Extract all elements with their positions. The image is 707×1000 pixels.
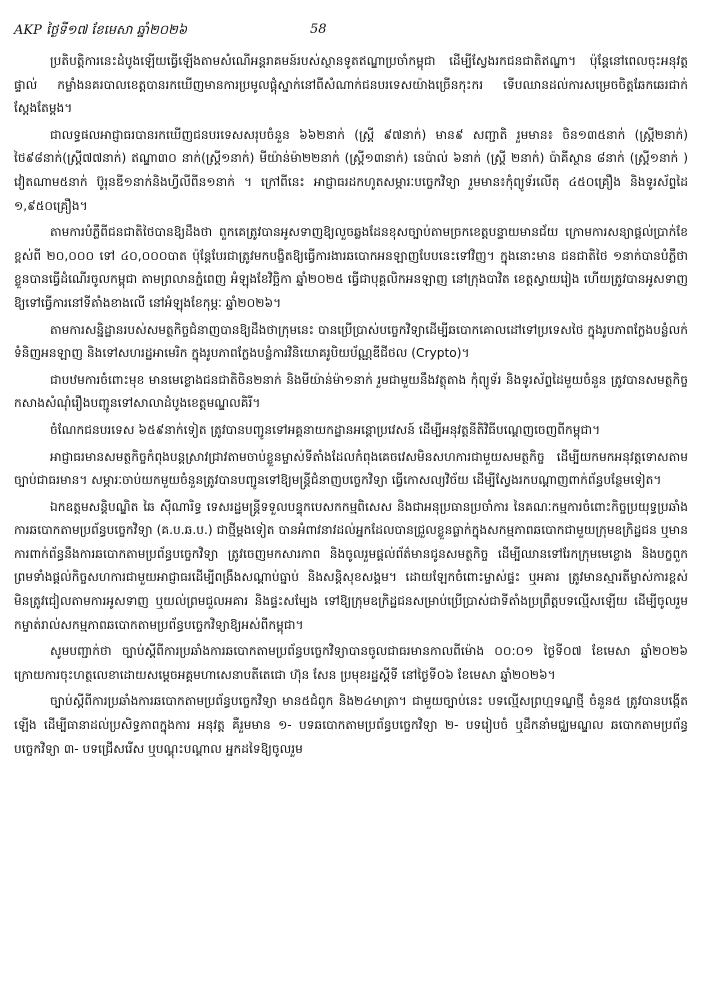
paragraph-3: តាមការបំភ្លឺពីជនជាតិថៃបានឱ្យដឹងថា ពួកគេត្រូវបានអូសទាញឱ្យលួចឆ្លងដែនខុសច្បាប់តាមច្រកខេត្តបន្ទាយមានជ័យ ក្រោមការសន្យាផ្តល់ប្រាក់ខែខ្ពស់ពី ២០,០០០ ទៅ ៤០,០០០បាត ប៉ុន្តែបែរជាត្រូវមកបង្ខិតឱ្យធ្វើការងារឆបោកអនឡាញបែបនេះទៅវិញ។ ក្នុងនោះមាន ជនជាតិថៃ ១នាក់បានបំភ្លឺថាខ្លួនបានធ្វើដំណើរចូលកម្ពុជា តាមព្រលានភ្នំពេញ អំឡុងខែវិច្ឆិកា ឆ្នាំ២០២៥ ធ្វើជាបុគ្គលិកអនឡាញ នៅក្រុងបាវិត ខេត្តស្វាយរៀង ហើយត្រូវបានអូសទាញឱ្យទៅធ្វើការនៅទីតាំងខាងលើ នៅអំឡុងខែកុម្ភៈ ឆ្នាំ២០២៦។ [14,225,688,310]
paragraph-9: សូមបញ្ជាក់ថា ច្បាប់ស្តីពីការប្រឆាំងការឆបោកតាមប្រព័ន្ធបច្ចេកវិទ្យាបានចូលជាធរមានកាលពីម៉ោង ០០:០១ ថ្ងៃទី០៧ ខែមេសា ឆ្នាំ២០២៦ ក្រោយការចុះហត្ថលេខាដោយសម្តេចអគ្គមហាសេនាបតីតេជោ ហ៊ុន សែន ប្រមុខរដ្ឋស្តីទី នៅថ្ងៃទី០៦ ខែមេសា ឆ្នាំ២០២៦។ [14,644,688,682]
paragraph-1: ប្រតិបត្តិការនេះដំបូងឡើយធ្វើឡើងតាមសំណើអន្តរាគមន៍របស់ស្ថានទូតឥណ្ឌាប្រចាំកម្ពុជា ដើម្បីស្វែងរកជនជាតិឥណ្ឌា។ ប៉ុន្តែនៅពេលចុះអនុវត្តផ្ទាល់ កម្លាំងនគរបាលខេត្តបានរកឃើញមានការប្រមូលផ្តុំស្នាក់នៅពីសំណាក់ជនបរទេសយ៉ាងច្រើនកុះករ ទើបឈានដល់ការសម្រេចចិត្តឆែកឆេរជាក់ស្តែងតែម្តង។ [14,54,688,116]
header-publication-date: AKP ថ្ងៃទី១៧ ខែមេសា ឆ្នាំ២០២៦ [14,23,188,38]
paragraph-7: អាជ្ញាធរមានសមត្ថកិច្ចកំពុងបន្តស្រាវជ្រាវតាមចាប់ខ្លួនម្ចាស់ទីតាំងដែលកំពុងគេចវេសមិនសហការជាមួយសមត្ថកិច្ច ដើម្បីយកមកអនុវត្តទោសតាមច្បាប់ជាធរមាន។ សម្ភារៈចាប់យកមួយចំនួនត្រូវបានបញ្ជូនទៅឱ្យមន្ត្រីជំនាញបច្ចេកវិទ្យា ធ្វើកោសល្យវិច័យ ដើម្បីស្វែងរកបណ្តាញពាក់ព័ន្ធបន្ថែមទៀត។ [14,449,688,488]
paragraph-10: ច្បាប់ស្តីពីការប្រឆាំងការឆបោកតាមប្រព័ន្ធបច្ចេកវិទ្យា មាន៥ជំពូក និង២៤មាត្រា។ ជាមួយច្បាប់នេះ បទល្មើសព្រហ្មទណ្ឌថ្មី ចំនួន៥ ត្រូវបានបង្កើតឡើង ដើម្បីធានាដល់ប្រសិទ្ធភាពក្នុងការ អនុវត្ត គឺរួមមាន ១- បទឆបោកតាមប្រព័ន្ធបច្ចេកវិទ្យា ២- បទរៀបចំ ឬដឹកនាំមជ្ឈមណ្ឌល ឆបោកតាមប្រព័ន្ធបច្ចេកវិទ្យា ៣- បទជ្រើសរើស ឬបណ្តុះបណ្តាល អ្នកដទៃឱ្យចូលរួម [14,694,688,756]
paragraph-8: ឯកឧត្តមសន្តិបណ្ឌិត ឆៃ ស៊ីណារិទ្ធ ទេសរដ្ឋមន្ត្រីទទួលបន្ទុកបេសកកម្មពិសេស និងជាអនុប្រធានប្រចាំការ នៃគណៈកម្មការចំពោះកិច្ចប្រយុទ្ធប្រឆាំង ការឆបោកតាមប្រព័ន្ធបច្ចេកវិទ្យា (គ.ប.ឆ.ប.) ជាថ្មីម្តងទៀត បានអំពាវនាវដល់អ្នកដែលបានជ្រួលខ្លួនធ្លាក់ក្នុងសកម្មភាពឆបោកជាមួយក្រុមឧក្រិដ្ឋជន ឬមានការពាក់ព័ន្ធនឹងការឆបោកតាមប្រព័ន្ធបច្ចេកវិទ្យា ត្រូវចេញមកសារភាព និងចូលរួមផ្តល់ព័ត៌មានជូនសមត្ថកិច្ច ដើម្បីឈានទៅរែកក្រុមមេខ្លោង និងបក្ខពួក ព្រមទាំងផ្តល់កិច្ចសហការជាមួយអាជ្ញាធរដើម្បីពង្រឹងសណ្តាប់ធ្នាប់ និងសន្តិសុខសង្គម។ ដោយឡែកចំពោះម្ចាស់ផ្ទះ ឬអគារ ត្រូវមានស្មារតីម្ចាស់ការខ្ពស់ មិនត្រូវជៀលតាមការអូសទាញ ឬយល់ព្រមជួលអគារ និងផ្ទះសម្បែង ទៅឱ្យក្រុមឧក្រិដ្ឋជនសម្រាប់ប្រើប្រាស់ជាទីតាំងប្រព្រឹត្តបទល្មើសឡើយ ដើម្បីចូលរួមកម្ចាត់រាល់សកម្មភាពឆបោកតាមប្រព័ន្ធបច្ចេកវិទ្យាឱ្យអស់ពីកម្ពុជា។ [14,499,688,632]
paragraph-6: ចំណែកជនបរទេស ៦៥៩នាក់ទៀត ត្រូវបានបញ្ជូនទៅអគ្គនាយកដ្ឋានអន្តោប្រវេសន៍ ដើម្បីអនុវត្តនីតិវិធីបណ្តេញចេញពីកម្ពុជា។ [50,422,601,437]
page-header [14,22,674,44]
paragraph-2: ជាលទ្ធផលអាជ្ញាធរបានរកឃើញជនបរទេសសរុបចំនួន ៦៦២នាក់ (ស្ត្រី ៩៧នាក់) មាន៩ សញ្ជាតិ រួមមាន៖ ចិន១៣៥នាក់ (ស្ត្រី២នាក់) ថៃ៩៨នាក់(ស្ត្រី៧៧នាក់) ឥណ្ឌា៣០ នាក់(ស្ត្រី១នាក់) មីយ៉ាន់ម៉ា២២នាក់ (ស្ត្រី១៣នាក់) នេប៉ាល់ ៦នាក់ (ស្ត្រី ២នាក់) ប៉ាគីស្ថាន ៨នាក់ (ស្ត្រី១នាក់ ) វៀតណាម៥នាក់ ប៊ូរុនឌី១នាក់និងហ្វីលីពីន១នាក់ ។ ក្រៅពីនេះ អាជ្ញាធរដកហូតសម្ភារៈបច្ចេកវិទ្យា រួមមាន៖កុំព្យូទ័រលើតុ ៤៥០គ្រឿង និងទូរស័ព្ទដៃ ១,៩៥០គ្រឿង។ [14,127,688,213]
paragraph-4: តាមការសន្និដ្ឋានរបស់សមត្ថកិច្ចជំនាញបានឱ្យដឹងថាក្រុមនេះ បានប្រើប្រាស់បច្ចេកវិទ្យាដើម្បីឆបោកគោលដៅទៅប្រទេសថៃ ក្នុងរូបភាពក្លែងបន្លំលក់ទំនិញអនឡាញ និងទៅសហរដ្ឋអាមេរិក ក្នុងរូបភាពក្លែងបន្លំការវិនិយោគរូបិយប័ណ្ណឌីជីថល (Crypto)។ [14,322,688,361]
article-body [14,50,688,764]
page-number: 58 [310,22,327,37]
paragraph-5: ជាបឋមការចំពោះមុខ មានមេខ្លោងជនជាតិចិន២នាក់ និងមីយ៉ាន់ម៉ា១នាក់ រួមជាមួយនឹងវត្ថុតាង កុំព្យូទ័រ និងទូរស័ព្ទដៃមួយចំនួន ត្រូវបានសមត្ថកិច្ចកសាងសំណុំរឿងបញ្ជូនទៅសាលាដំបូងខេត្តមណ្ឌលគិរី។ [14,372,688,411]
